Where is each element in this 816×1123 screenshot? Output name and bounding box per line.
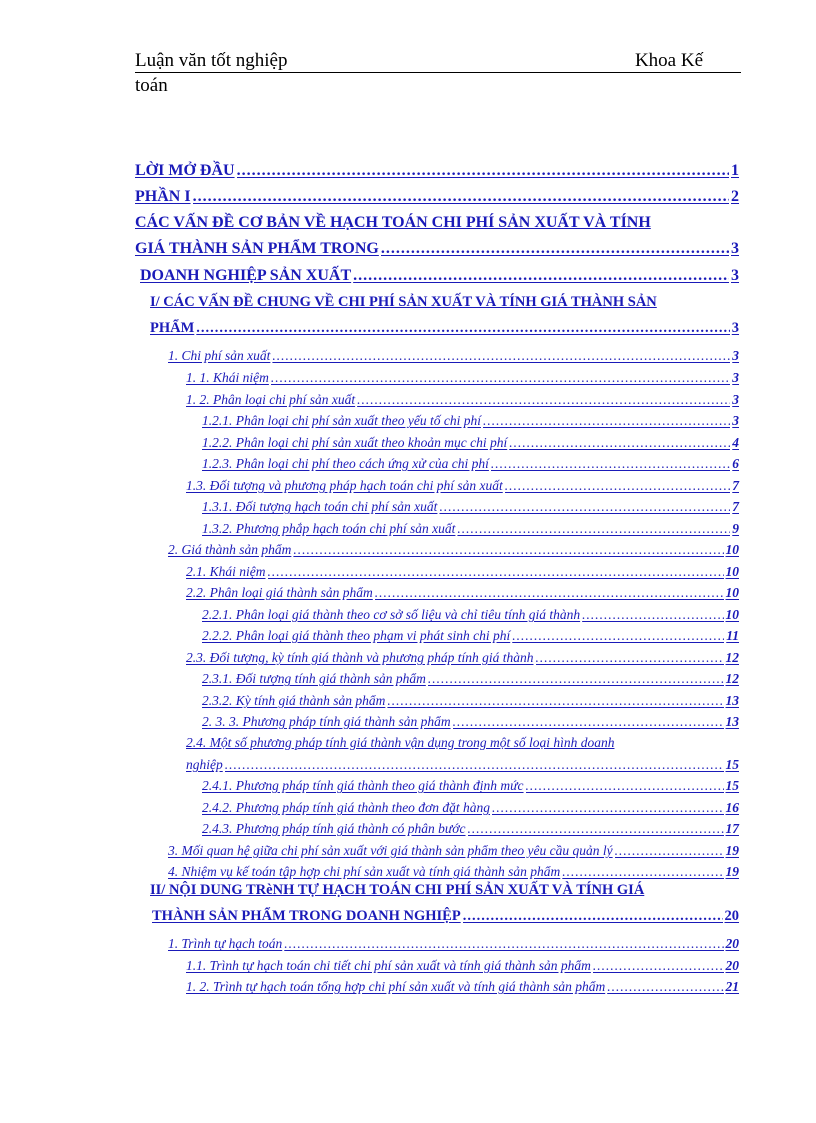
header-right-text: Khoa Kế: [634, 50, 703, 71]
toc-entry[interactable]: [186, 979, 739, 995]
toc-entry-title: 2.2.1. Phân loại giá thành theo cơ sở số liệu và chỉ tiêu tính giá thành: [202, 607, 581, 622]
toc-leader-dots: [468, 821, 724, 837]
toc-entry-page: 3: [732, 392, 739, 407]
toc-entry-page: 10: [725, 564, 739, 579]
toc-entry-title: 2.1. Khái niệm: [186, 564, 266, 579]
toc-entry-page: 9: [732, 521, 739, 536]
toc-entry-title: 2.2. Phân loại giá thành sản phẩm: [186, 585, 373, 600]
toc-leader-dots: [381, 240, 729, 258]
toc-entry[interactable]: [152, 908, 739, 925]
toc-entry-page: 20: [725, 936, 739, 951]
toc-leader-dots: [526, 778, 724, 794]
toc-entry[interactable]: [168, 843, 739, 859]
toc-leader-dots: [375, 585, 724, 601]
toc-leader-dots: [353, 267, 729, 285]
toc-entry[interactable]: [186, 958, 739, 974]
toc-entry-page: 3: [731, 240, 739, 257]
toc-leader-dots: [453, 714, 724, 730]
toc-entry[interactable]: [202, 800, 739, 816]
toc-leader-dots: [536, 650, 724, 666]
toc-entry-title: 1.1. Trình tự hạch toán chi tiết chi phí sản xuất và tính giá thành sản phẩm: [186, 958, 591, 973]
toc-entry-title: nghiệp: [186, 757, 223, 772]
toc-entry-title: GIÁ THÀNH SẢN PHẨM TRONG: [135, 240, 379, 257]
toc-leader-dots: [293, 542, 723, 558]
toc-leader-dots: [439, 499, 730, 515]
toc-entry-page: 19: [725, 843, 739, 858]
toc-entry-page: 1: [731, 162, 739, 179]
toc-entry[interactable]: [202, 821, 739, 837]
toc-entry-title: 2.4.3. Phương pháp tính giá thành có phân bước: [202, 821, 466, 836]
toc-entry-page: 10: [725, 585, 739, 600]
toc-entry-page: 15: [725, 778, 739, 793]
toc-entry-page: 10: [725, 542, 739, 557]
toc-entry-title: 1. 1. Khái niệm: [186, 370, 269, 385]
toc-entry-title: 2. 3. 3. Phương pháp tính giá thành sản phẩm: [202, 714, 451, 729]
toc-entry-page: 15: [725, 757, 739, 772]
toc-entry-page: 3: [731, 267, 739, 284]
toc-leader-dots: [463, 908, 723, 925]
toc-leader-dots: [607, 979, 723, 995]
toc-entry-title: 1.2.1. Phân loại chi phí sản xuất theo yếu tố chi phí: [202, 413, 481, 428]
toc-entry-title: 1. 2. Phân loại chi phí sản xuất: [186, 392, 356, 407]
toc-leader-dots: [457, 521, 730, 537]
toc-entry-page: 20: [725, 958, 739, 973]
toc-entry-page: 7: [732, 499, 739, 514]
toc-entry-title: 3. Mối quan hệ giữa chi phí sản xuất với giá thành sản phẩm theo yêu cầu quản lý: [168, 843, 613, 858]
toc-entry-title: DOANH NGHIỆP SẢN XUẤT: [140, 267, 352, 284]
toc-entry[interactable]: [202, 693, 739, 709]
toc-entry-title: 2.3. Đối tượng, kỳ tính giá thành và phương pháp tính giá thành: [186, 650, 534, 665]
toc-entry[interactable]: [186, 564, 739, 580]
toc-entry-title: 2.4.2. Phương pháp tính giá thành theo đơn đặt hàng: [202, 800, 491, 815]
toc-entry-page: 3: [732, 413, 739, 428]
toc-leader-dots: [196, 320, 729, 337]
toc-leader-dots: [582, 607, 723, 623]
toc-entry-title: 2. Giá thành sản phẩm: [168, 542, 292, 557]
toc-entry-title: 4. Nhiệm vụ kế toán tập hợp chi phí sản xuất và tính giá thành sản phẩm: [168, 864, 561, 879]
toc-entry-title: 1.3. Đối tượng và phương pháp hạch toán chi phí sản xuất: [186, 478, 503, 493]
toc-entry-title: 1. 2. Trình tự hạch toán tổng hợp chi phí sản xuất và tính giá thành sản phẩm: [186, 979, 606, 994]
toc-leader-dots: [387, 693, 723, 709]
toc-entry-page: 16: [725, 800, 739, 815]
toc-entry-title: 1.3.1. Đối tượng hạch toán chi phí sản xuất: [202, 499, 438, 514]
header-line: [135, 50, 741, 73]
toc-entry-page: 3: [731, 320, 739, 336]
toc-leader-dots: [193, 188, 729, 206]
toc-leader-dots: [271, 370, 730, 386]
toc-leader-dots: [357, 392, 730, 408]
toc-entry-page: 13: [725, 714, 739, 729]
toc-entry[interactable]: [135, 162, 739, 180]
toc-leader-dots: [225, 757, 724, 773]
toc-entry[interactable]: [186, 650, 739, 666]
toc-entry[interactable]: [168, 348, 739, 364]
toc-entry[interactable]: [168, 864, 739, 880]
toc-entry[interactable]: [202, 521, 739, 537]
toc-entry-title: 1. Trình tự hạch toán: [168, 936, 283, 951]
toc-leader-dots: [492, 800, 723, 816]
page-header: [135, 50, 741, 97]
toc-entry-title: THÀNH SẢN PHẨM TRONG DOANH NGHIỆP: [152, 908, 461, 924]
toc-entry[interactable]: [202, 714, 739, 730]
toc-entry-title: 1. Chi phí sản xuất: [168, 348, 271, 363]
toc-leader-dots: [483, 413, 730, 429]
toc-entry-page: 7: [732, 478, 739, 493]
toc-entry[interactable]: [202, 778, 739, 794]
toc-entry-page: 6: [732, 456, 739, 471]
toc-entry[interactable]: CÁC VẤN ĐỀ CƠ BẢN VỀ HẠCH TOÁN CHI PHÍ SẢN XUẤT VÀ TÍNH: [135, 214, 651, 231]
toc-entry-page: 13: [725, 693, 739, 708]
toc-leader-dots: [428, 671, 724, 687]
toc-entry-title: 1.2.2. Phân loại chi phí sản xuất theo khoản mục chi phí: [202, 435, 508, 450]
toc-leader-dots: [615, 843, 724, 859]
toc-entry-title: PHẦN I: [135, 188, 191, 205]
toc-entry[interactable]: [202, 435, 739, 451]
toc-entry-title: 1.2.3. Phân loại chi phí theo cách ứng xử của chi phí: [202, 456, 489, 471]
toc-entry[interactable]: I/ CÁC VẤN ĐỀ CHUNG VỀ CHI PHÍ SẢN XUẤT VÀ TÍNH GIÁ THÀNH SẢN: [150, 294, 657, 310]
toc-entry-page: 17: [725, 821, 739, 836]
toc-leader-dots: [593, 958, 724, 974]
toc-entry-title: 2.3.1. Đối tượng tính giá thành sản phẩm: [202, 671, 426, 686]
toc-entry-page: 3: [732, 370, 739, 385]
toc-entry[interactable]: [202, 456, 739, 472]
toc-entry[interactable]: [202, 499, 739, 515]
toc-entry-page: 2: [731, 188, 739, 205]
toc-entry-page: 4: [732, 435, 739, 450]
toc-entry[interactable]: [135, 240, 739, 258]
toc-entry[interactable]: [202, 607, 739, 623]
toc-entry-page: 11: [726, 628, 739, 643]
header-wrap-text: toán: [135, 75, 168, 96]
toc-entry[interactable]: [186, 392, 739, 408]
toc-entry[interactable]: [186, 585, 739, 601]
toc-entry-page: 12: [725, 650, 739, 665]
toc-entry-title: PHẨM: [150, 320, 195, 336]
toc-entry[interactable]: [168, 542, 739, 558]
toc-entry[interactable]: [150, 320, 739, 337]
toc-entry[interactable]: [202, 628, 739, 644]
toc-entry-page: 12: [725, 671, 739, 686]
toc-entry[interactable]: 2.4. Một số phương pháp tính giá thành vận dụng trong một số loại hình doanh: [186, 735, 615, 750]
toc-entry-page: 19: [725, 864, 739, 879]
toc-entry-title: 2.4.1. Phương pháp tính giá thành theo giá thành định mức: [202, 778, 524, 793]
toc-entry[interactable]: [202, 671, 739, 687]
toc-entry-title: 1.3.2. Phương phắp hạch toán chi phí sản xuất: [202, 521, 456, 536]
toc-leader-dots: [505, 478, 731, 494]
toc-leader-dots: [509, 435, 730, 451]
toc-entry[interactable]: II/ NỘI DUNG TRèNH TỰ HẠCH TOÁN CHI PHÍ SẢN XUẤT VÀ TÍNH GIÁ: [150, 882, 645, 898]
toc-leader-dots: [562, 864, 723, 880]
toc-entry-title: 2.3.2. Kỳ tính giá thành sản phẩm: [202, 693, 386, 708]
toc-entry-page: 20: [724, 908, 739, 924]
toc-leader-dots: [237, 162, 729, 180]
toc-leader-dots: [268, 564, 724, 580]
toc-entry-title: 2.2.2. Phân loại giá thành theo phạm vi phát sinh chi phí: [202, 628, 511, 643]
toc-entry[interactable]: [202, 413, 739, 429]
toc-entry-page: 3: [732, 348, 739, 363]
toc-entry[interactable]: [135, 188, 739, 206]
toc-leader-dots: [284, 936, 723, 952]
toc-leader-dots: [491, 456, 730, 472]
toc-entry-title: LỜI MỞ ĐẦU: [135, 162, 235, 179]
toc-entry[interactable]: [140, 267, 739, 285]
toc-entry[interactable]: [186, 757, 739, 773]
toc-entry[interactable]: [168, 936, 739, 952]
toc-entry-page: 10: [725, 607, 739, 622]
toc-entry[interactable]: [186, 370, 739, 386]
header-left-text: Luận văn tốt nghiệp: [135, 50, 288, 71]
toc-leader-dots: [512, 628, 724, 644]
toc-entry[interactable]: [186, 478, 739, 494]
toc-leader-dots: [272, 348, 730, 364]
toc-entry-page: 21: [725, 979, 739, 994]
